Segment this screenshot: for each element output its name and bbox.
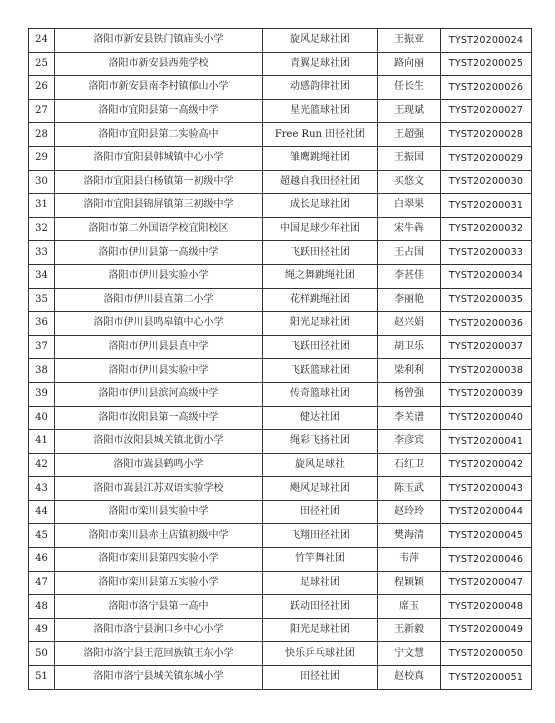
school-name-cell: 洛阳市宜阳县韩城镇中心小学 xyxy=(55,146,263,170)
club-name-cell: 阳光足球社团 xyxy=(263,618,378,642)
school-name-cell: 洛阳市汝阳县第一高级中学 xyxy=(55,406,263,430)
table-row xyxy=(29,170,532,194)
school-name-cell: 洛阳市宜阳县第一高级中学 xyxy=(55,99,263,123)
registration-code-cell: TYST20200043 xyxy=(441,477,532,501)
school-name-cell: 洛阳市伊川县第一高级中学 xyxy=(55,241,263,265)
registration-code-cell: TYST20200049 xyxy=(441,618,532,642)
registration-code-cell: TYST20200032 xyxy=(441,217,532,241)
contact-person-cell: 赵兴娟 xyxy=(378,312,441,336)
table-row xyxy=(29,642,532,666)
school-name-cell: 洛阳市宜阳县白杨镇第一初级中学 xyxy=(55,170,263,194)
school-name-cell: 洛阳市汝阳县城关镇北街小学 xyxy=(55,430,263,454)
table-row xyxy=(29,382,532,406)
school-name-cell: 洛阳市栾川县赤土店镇初级中学 xyxy=(55,524,263,548)
contact-person-cell: 买悠文 xyxy=(378,170,441,194)
table-row xyxy=(29,666,532,690)
registration-code-cell: TYST20200045 xyxy=(441,524,532,548)
contact-person-cell: 王振国 xyxy=(378,146,441,170)
table-row xyxy=(29,477,532,501)
contact-person-cell: 樊海清 xyxy=(378,524,441,548)
row-number-cell: 35 xyxy=(29,288,55,312)
contact-person-cell: 王新毅 xyxy=(378,618,441,642)
school-name-cell: 洛阳市栾川县第四实验小学 xyxy=(55,548,263,572)
row-number-cell: 31 xyxy=(29,194,55,218)
row-number-cell: 28 xyxy=(29,123,55,147)
club-name-cell: Free Run 田径社团 xyxy=(263,123,378,147)
row-number-cell: 34 xyxy=(29,264,55,288)
table-row xyxy=(29,618,532,642)
row-number-cell: 44 xyxy=(29,500,55,524)
club-name-cell: 健达社团 xyxy=(263,406,378,430)
club-name-cell: 田径社团 xyxy=(263,666,378,690)
contact-person-cell: 李甚佳 xyxy=(378,264,441,288)
contact-person-cell: 陈玉武 xyxy=(378,477,441,501)
registration-code-cell: TYST20200037 xyxy=(441,335,532,359)
registration-code-cell: TYST20200051 xyxy=(441,666,532,690)
registration-code-cell: TYST20200029 xyxy=(441,146,532,170)
school-name-cell: 洛阳市嵩县鹤鸣小学 xyxy=(55,453,263,477)
registration-code-cell: TYST20200039 xyxy=(441,382,532,406)
club-name-cell: 飓风足球社团 xyxy=(263,477,378,501)
table-row xyxy=(29,241,532,265)
club-name-cell: 雏鹰跳绳社团 xyxy=(263,146,378,170)
club-name-cell: 旋风足球社 xyxy=(263,453,378,477)
contact-person-cell: 胡卫乐 xyxy=(378,335,441,359)
school-name-cell: 洛阳市伊川县县直中学 xyxy=(55,335,263,359)
row-number-cell: 33 xyxy=(29,241,55,265)
row-number-cell: 41 xyxy=(29,430,55,454)
row-number-cell: 29 xyxy=(29,146,55,170)
row-number-cell: 45 xyxy=(29,524,55,548)
table-row xyxy=(29,406,532,430)
contact-person-cell: 李彦宾 xyxy=(378,430,441,454)
table-row xyxy=(29,194,532,218)
registration-code-cell: TYST20200025 xyxy=(441,52,532,76)
club-name-cell: 动感韵律社团 xyxy=(263,76,378,100)
school-name-cell: 洛阳市洛宁县王范回族镇王东小学 xyxy=(55,642,263,666)
school-name-cell: 洛阳市新安县南李村镇郁山小学 xyxy=(55,76,263,100)
school-name-cell: 洛阳市伊川县滨河高级中学 xyxy=(55,382,263,406)
contact-person-cell: 宁文慧 xyxy=(378,642,441,666)
row-number-cell: 46 xyxy=(29,548,55,572)
row-number-cell: 48 xyxy=(29,595,55,619)
club-name-cell: 青翼足球社团 xyxy=(263,52,378,76)
registration-code-cell: TYST20200042 xyxy=(441,453,532,477)
row-number-cell: 49 xyxy=(29,618,55,642)
registration-code-cell: TYST20200033 xyxy=(441,241,532,265)
club-registry-body xyxy=(29,29,532,690)
row-number-cell: 37 xyxy=(29,335,55,359)
table-row xyxy=(29,359,532,383)
row-number-cell: 38 xyxy=(29,359,55,383)
contact-person-cell: 程颖颖 xyxy=(378,571,441,595)
contact-person-cell: 赵校真 xyxy=(378,666,441,690)
row-number-cell: 24 xyxy=(29,29,55,53)
contact-person-cell: 王振亚 xyxy=(378,29,441,53)
registration-code-cell: TYST20200040 xyxy=(441,406,532,430)
table-row xyxy=(29,29,532,53)
club-name-cell: 竹竿舞社团 xyxy=(263,548,378,572)
school-name-cell: 洛阳市栾川县实验中学 xyxy=(55,500,263,524)
club-name-cell: 传奇篮球社团 xyxy=(263,382,378,406)
contact-person-cell: 王超强 xyxy=(378,123,441,147)
club-name-cell: 跃动田径社团 xyxy=(263,595,378,619)
contact-person-cell: 赵玲玲 xyxy=(378,500,441,524)
row-number-cell: 42 xyxy=(29,453,55,477)
registration-code-cell: TYST20200034 xyxy=(441,264,532,288)
contact-person-cell: 任长生 xyxy=(378,76,441,100)
table-row xyxy=(29,430,532,454)
school-name-cell: 洛阳市宜阳县锦屏镇第三初级中学 xyxy=(55,194,263,218)
contact-person-cell: 梁利利 xyxy=(378,359,441,383)
row-number-cell: 36 xyxy=(29,312,55,336)
registration-code-cell: TYST20200050 xyxy=(441,642,532,666)
club-name-cell: 绳彩飞扬社团 xyxy=(263,430,378,454)
row-number-cell: 30 xyxy=(29,170,55,194)
contact-person-cell: 韦萍 xyxy=(378,548,441,572)
table-row xyxy=(29,571,532,595)
school-name-cell: 洛阳市洛宁县城关镇东城小学 xyxy=(55,666,263,690)
contact-person-cell: 宋牛犇 xyxy=(378,217,441,241)
school-name-cell: 洛阳市嵩县江苏双语实验学校 xyxy=(55,477,263,501)
club-name-cell: 飞跃田径社团 xyxy=(263,241,378,265)
registration-code-cell: TYST20200038 xyxy=(441,359,532,383)
school-name-cell: 洛阳市栾川县第五实验小学 xyxy=(55,571,263,595)
registration-code-cell: TYST20200027 xyxy=(441,99,532,123)
row-number-cell: 25 xyxy=(29,52,55,76)
contact-person-cell: 席玉 xyxy=(378,595,441,619)
row-number-cell: 51 xyxy=(29,666,55,690)
registration-code-cell: TYST20200044 xyxy=(441,500,532,524)
row-number-cell: 39 xyxy=(29,382,55,406)
school-name-cell: 洛阳市伊川县实验中学 xyxy=(55,359,263,383)
table-row xyxy=(29,99,532,123)
row-number-cell: 40 xyxy=(29,406,55,430)
club-name-cell: 飞翔田径社团 xyxy=(263,524,378,548)
contact-person-cell: 李丽艳 xyxy=(378,288,441,312)
table-row xyxy=(29,76,532,100)
table-row xyxy=(29,524,532,548)
table-row xyxy=(29,52,532,76)
table-row xyxy=(29,146,532,170)
club-name-cell: 花样跳绳社团 xyxy=(263,288,378,312)
school-name-cell: 洛阳市伊川县鸣皋镇中心小学 xyxy=(55,312,263,336)
club-name-cell: 旋风足球社团 xyxy=(263,29,378,53)
club-name-cell: 快乐乒乓球社团 xyxy=(263,642,378,666)
school-name-cell: 洛阳市第二外国语学校宜阳校区 xyxy=(55,217,263,241)
club-name-cell: 田径社团 xyxy=(263,500,378,524)
row-number-cell: 47 xyxy=(29,571,55,595)
registration-code-cell: TYST20200048 xyxy=(441,595,532,619)
row-number-cell: 50 xyxy=(29,642,55,666)
club-registry-table xyxy=(28,28,532,690)
school-name-cell: 洛阳市伊川县实验小学 xyxy=(55,264,263,288)
table-row xyxy=(29,500,532,524)
table-row xyxy=(29,288,532,312)
school-name-cell: 洛阳市洛宁县第一高中 xyxy=(55,595,263,619)
contact-person-cell: 石红卫 xyxy=(378,453,441,477)
registration-code-cell: TYST20200031 xyxy=(441,194,532,218)
table-row xyxy=(29,312,532,336)
table-row xyxy=(29,123,532,147)
table-row xyxy=(29,217,532,241)
row-number-cell: 43 xyxy=(29,477,55,501)
registration-code-cell: TYST20200030 xyxy=(441,170,532,194)
registration-code-cell: TYST20200035 xyxy=(441,288,532,312)
row-number-cell: 32 xyxy=(29,217,55,241)
contact-person-cell: 王现斌 xyxy=(378,99,441,123)
row-number-cell: 27 xyxy=(29,99,55,123)
registration-code-cell: TYST20200026 xyxy=(441,76,532,100)
registration-code-cell: TYST20200024 xyxy=(441,29,532,53)
school-name-cell: 洛阳市新安县铁门镇庙头小学 xyxy=(55,29,263,53)
school-name-cell: 洛阳市新安县西苑学校 xyxy=(55,52,263,76)
club-name-cell: 绳之舞跳绳社团 xyxy=(263,264,378,288)
club-name-cell: 中国足球少年社团 xyxy=(263,217,378,241)
club-name-cell: 星光篮球社团 xyxy=(263,99,378,123)
registration-code-cell: TYST20200036 xyxy=(441,312,532,336)
club-name-cell: 成长足球社团 xyxy=(263,194,378,218)
registration-code-cell: TYST20200028 xyxy=(441,123,532,147)
table-row xyxy=(29,595,532,619)
club-name-cell: 超越自我田径社团 xyxy=(263,170,378,194)
contact-person-cell: 白翠果 xyxy=(378,194,441,218)
school-name-cell: 洛阳市洛宁县涧口乡中心小学 xyxy=(55,618,263,642)
contact-person-cell: 王占国 xyxy=(378,241,441,265)
school-name-cell: 洛阳市伊川县直第二小学 xyxy=(55,288,263,312)
table-row xyxy=(29,548,532,572)
contact-person-cell: 路向丽 xyxy=(378,52,441,76)
club-name-cell: 阳光足球社团 xyxy=(263,312,378,336)
school-name-cell: 洛阳市宜阳县第二实验高中 xyxy=(55,123,263,147)
contact-person-cell: 杨曾强 xyxy=(378,382,441,406)
club-name-cell: 足球社团 xyxy=(263,571,378,595)
registration-code-cell: TYST20200047 xyxy=(441,571,532,595)
table-row xyxy=(29,264,532,288)
club-name-cell: 飞跃篮球社团 xyxy=(263,359,378,383)
registration-code-cell: TYST20200046 xyxy=(441,548,532,572)
contact-person-cell: 李关谱 xyxy=(378,406,441,430)
registration-code-cell: TYST20200041 xyxy=(441,430,532,454)
table-row xyxy=(29,453,532,477)
row-number-cell: 26 xyxy=(29,76,55,100)
table-row xyxy=(29,335,532,359)
club-name-cell: 飞跃田径社团 xyxy=(263,335,378,359)
